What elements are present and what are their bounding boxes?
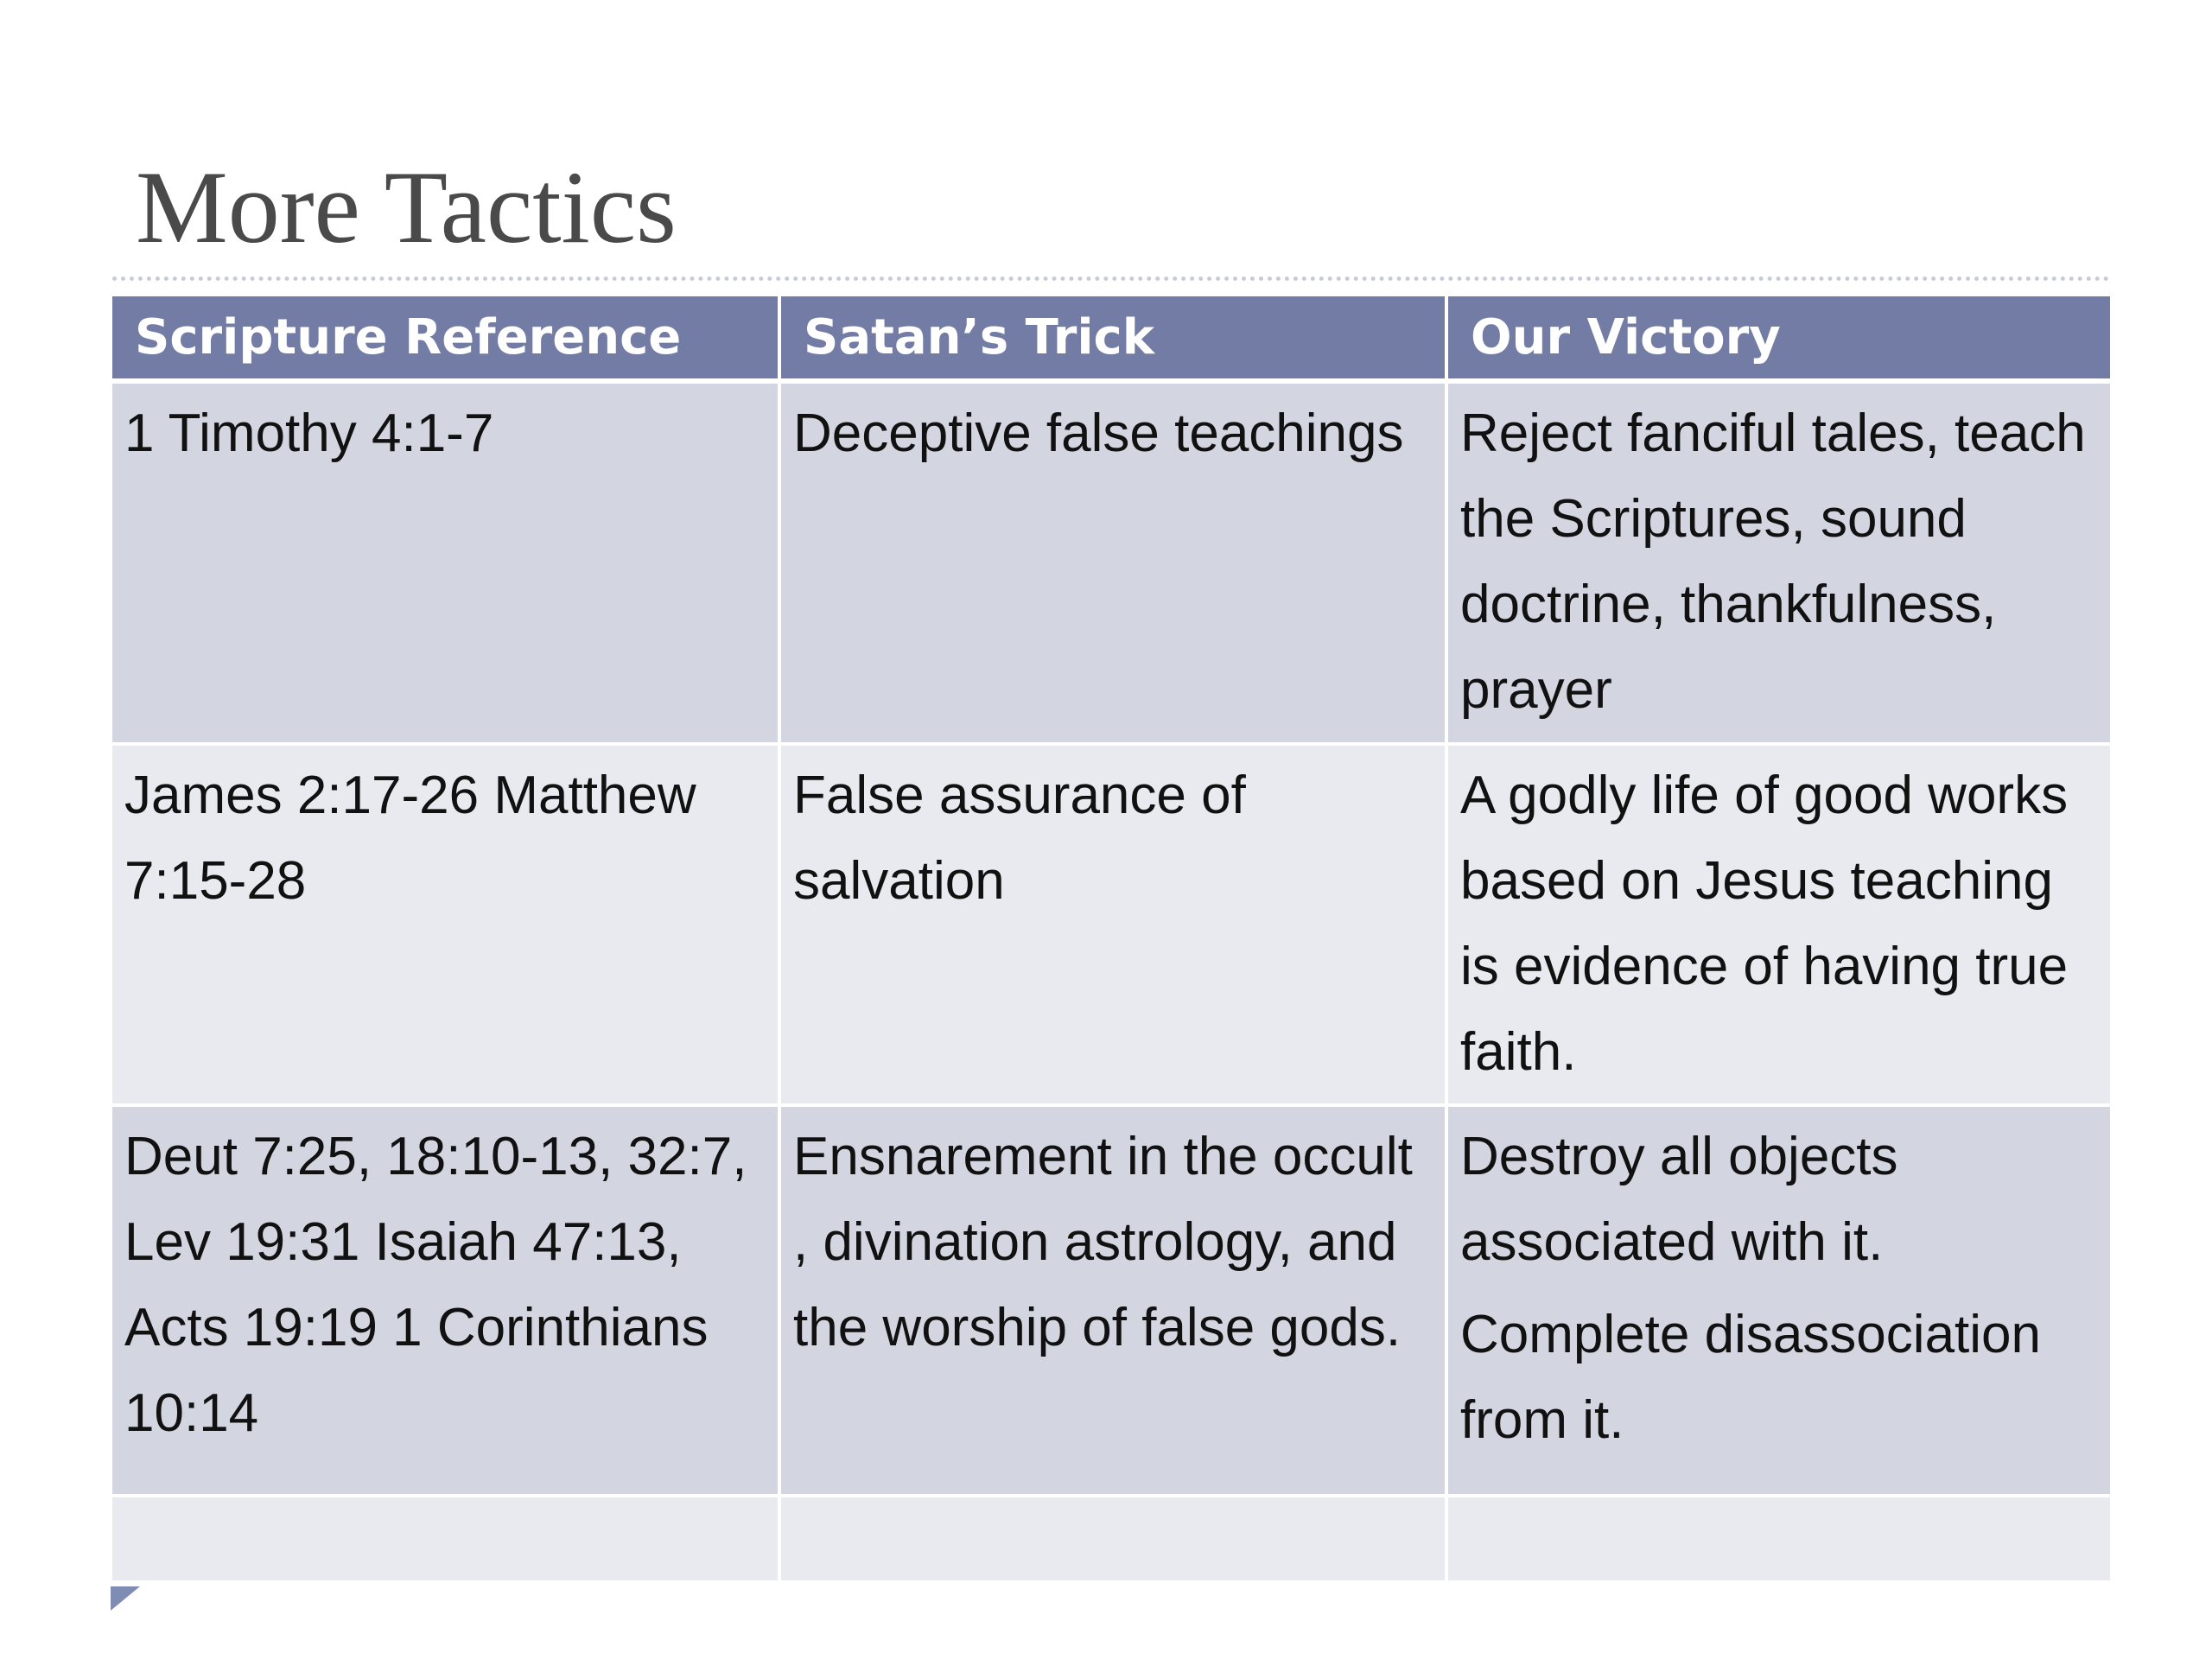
- cell-victory: Reject fanciful tales, teach the Scriptures, sound doctrine, thankfulness, prayer: [1446, 381, 2110, 744]
- cell-victory: A godly life of good works based on Jesus teaching is evidence of having true faith.: [1446, 744, 2110, 1105]
- table-header-row: [112, 296, 2110, 381]
- header-satans-trick: Satan’s Trick: [779, 296, 1446, 381]
- cell-reference: [112, 1496, 779, 1582]
- table-row: [112, 381, 2110, 744]
- header-scripture-reference: Scripture Reference: [112, 296, 779, 381]
- tactics-table: [112, 296, 2110, 1584]
- table-row: [112, 744, 2110, 1105]
- cell-victory: [1446, 1496, 2110, 1582]
- triangle-marker-icon: [111, 1586, 140, 1611]
- cell-victory: [1446, 1105, 2110, 1496]
- header-our-victory: Our Victory: [1446, 296, 2110, 381]
- table-row: [112, 1105, 2110, 1496]
- cell-victory-line-1: Destroy all objects associated with it.: [1460, 1127, 1898, 1272]
- cell-trick: [779, 1496, 1446, 1582]
- title-divider: [112, 276, 2110, 281]
- cell-trick: Deceptive false teachings: [779, 381, 1446, 744]
- cell-reference: 1 Timothy 4:1-7: [112, 381, 779, 744]
- cell-victory-line-2: Complete disassociation from it.: [1460, 1305, 2042, 1450]
- cell-trick: False assurance of salvation: [779, 744, 1446, 1105]
- table-row-empty: [112, 1496, 2110, 1582]
- cell-trick: Ensnarement in the occult , divination astrology, and the worship of false gods.: [779, 1105, 1446, 1496]
- cell-reference: James 2:17-26 Matthew 7:15-28: [112, 744, 779, 1105]
- cell-reference: Deut 7:25, 18:10-13, 32:7, Lev 19:31 Isaiah 47:13, Acts 19:19 1 Corinthians 10:14: [112, 1105, 779, 1496]
- slide-title: More Tactics: [136, 149, 677, 264]
